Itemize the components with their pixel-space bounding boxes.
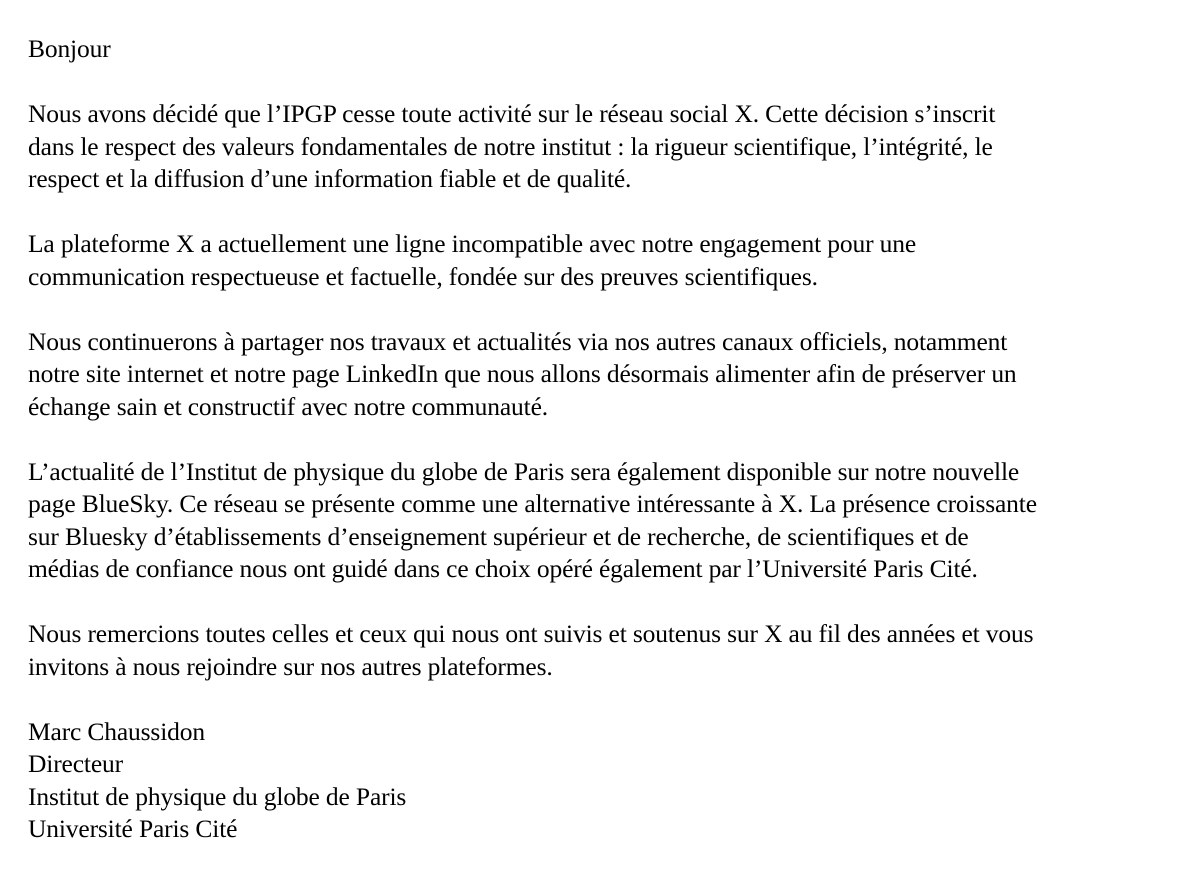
signature-institution: Institut de physique du globe de Paris	[28, 781, 407, 811]
signature-title: Directeur	[28, 749, 123, 778]
signature-university: Université Paris Cité	[28, 814, 238, 843]
letter-body	[28, 33, 1178, 846]
paragraph-thanks: Nous remercions toutes celles et ceux qui nous ont suivis et soutenus sur X au fil des années et vous invitons à nous rejoindre sur nos autres plateformes.	[28, 619, 1034, 681]
paragraph-bluesky: L’actualité de l’Institut de physique du globe de Paris sera également disponible sur notre nouvelle page BlueSky. Ce réseau se présente comme une alternative intéressante à X. La présence croissante sur Bluesky d’établissements d’enseignement supérieur et de recherche, de scientifiques et de médias de confiance nous ont guidé dans ce choix opéré également par l’Université Paris Cité.	[28, 456, 1037, 583]
paragraph-decision: Nous avons décidé que l’IPGP cesse toute activité sur le réseau social X. Cette décision s’inscrit dans le respect des valeurs fondamentales de notre institut : la rigueur scientifique, l’intégrité, le respect et la diffusion d’une information fiable et de qualité.	[28, 99, 996, 193]
paragraph-platform: La plateforme X a actuellement une ligne incompatible avec notre engagement pour une communication respectueuse et factuelle, fondée sur des preuves scientifiques.	[28, 229, 917, 291]
greeting: Bonjour	[28, 34, 111, 63]
signature-name: Marc Chaussidon	[28, 716, 205, 746]
paragraph-channels: Nous continuerons à partager nos travaux et actualités via nos autres canaux officiels, notamment notre site internet et notre page LinkedIn que nous allons désormais alimenter afin de préserver un échange sain et constructif avec notre communauté.	[28, 326, 1017, 421]
signature-block	[28, 716, 1178, 846]
